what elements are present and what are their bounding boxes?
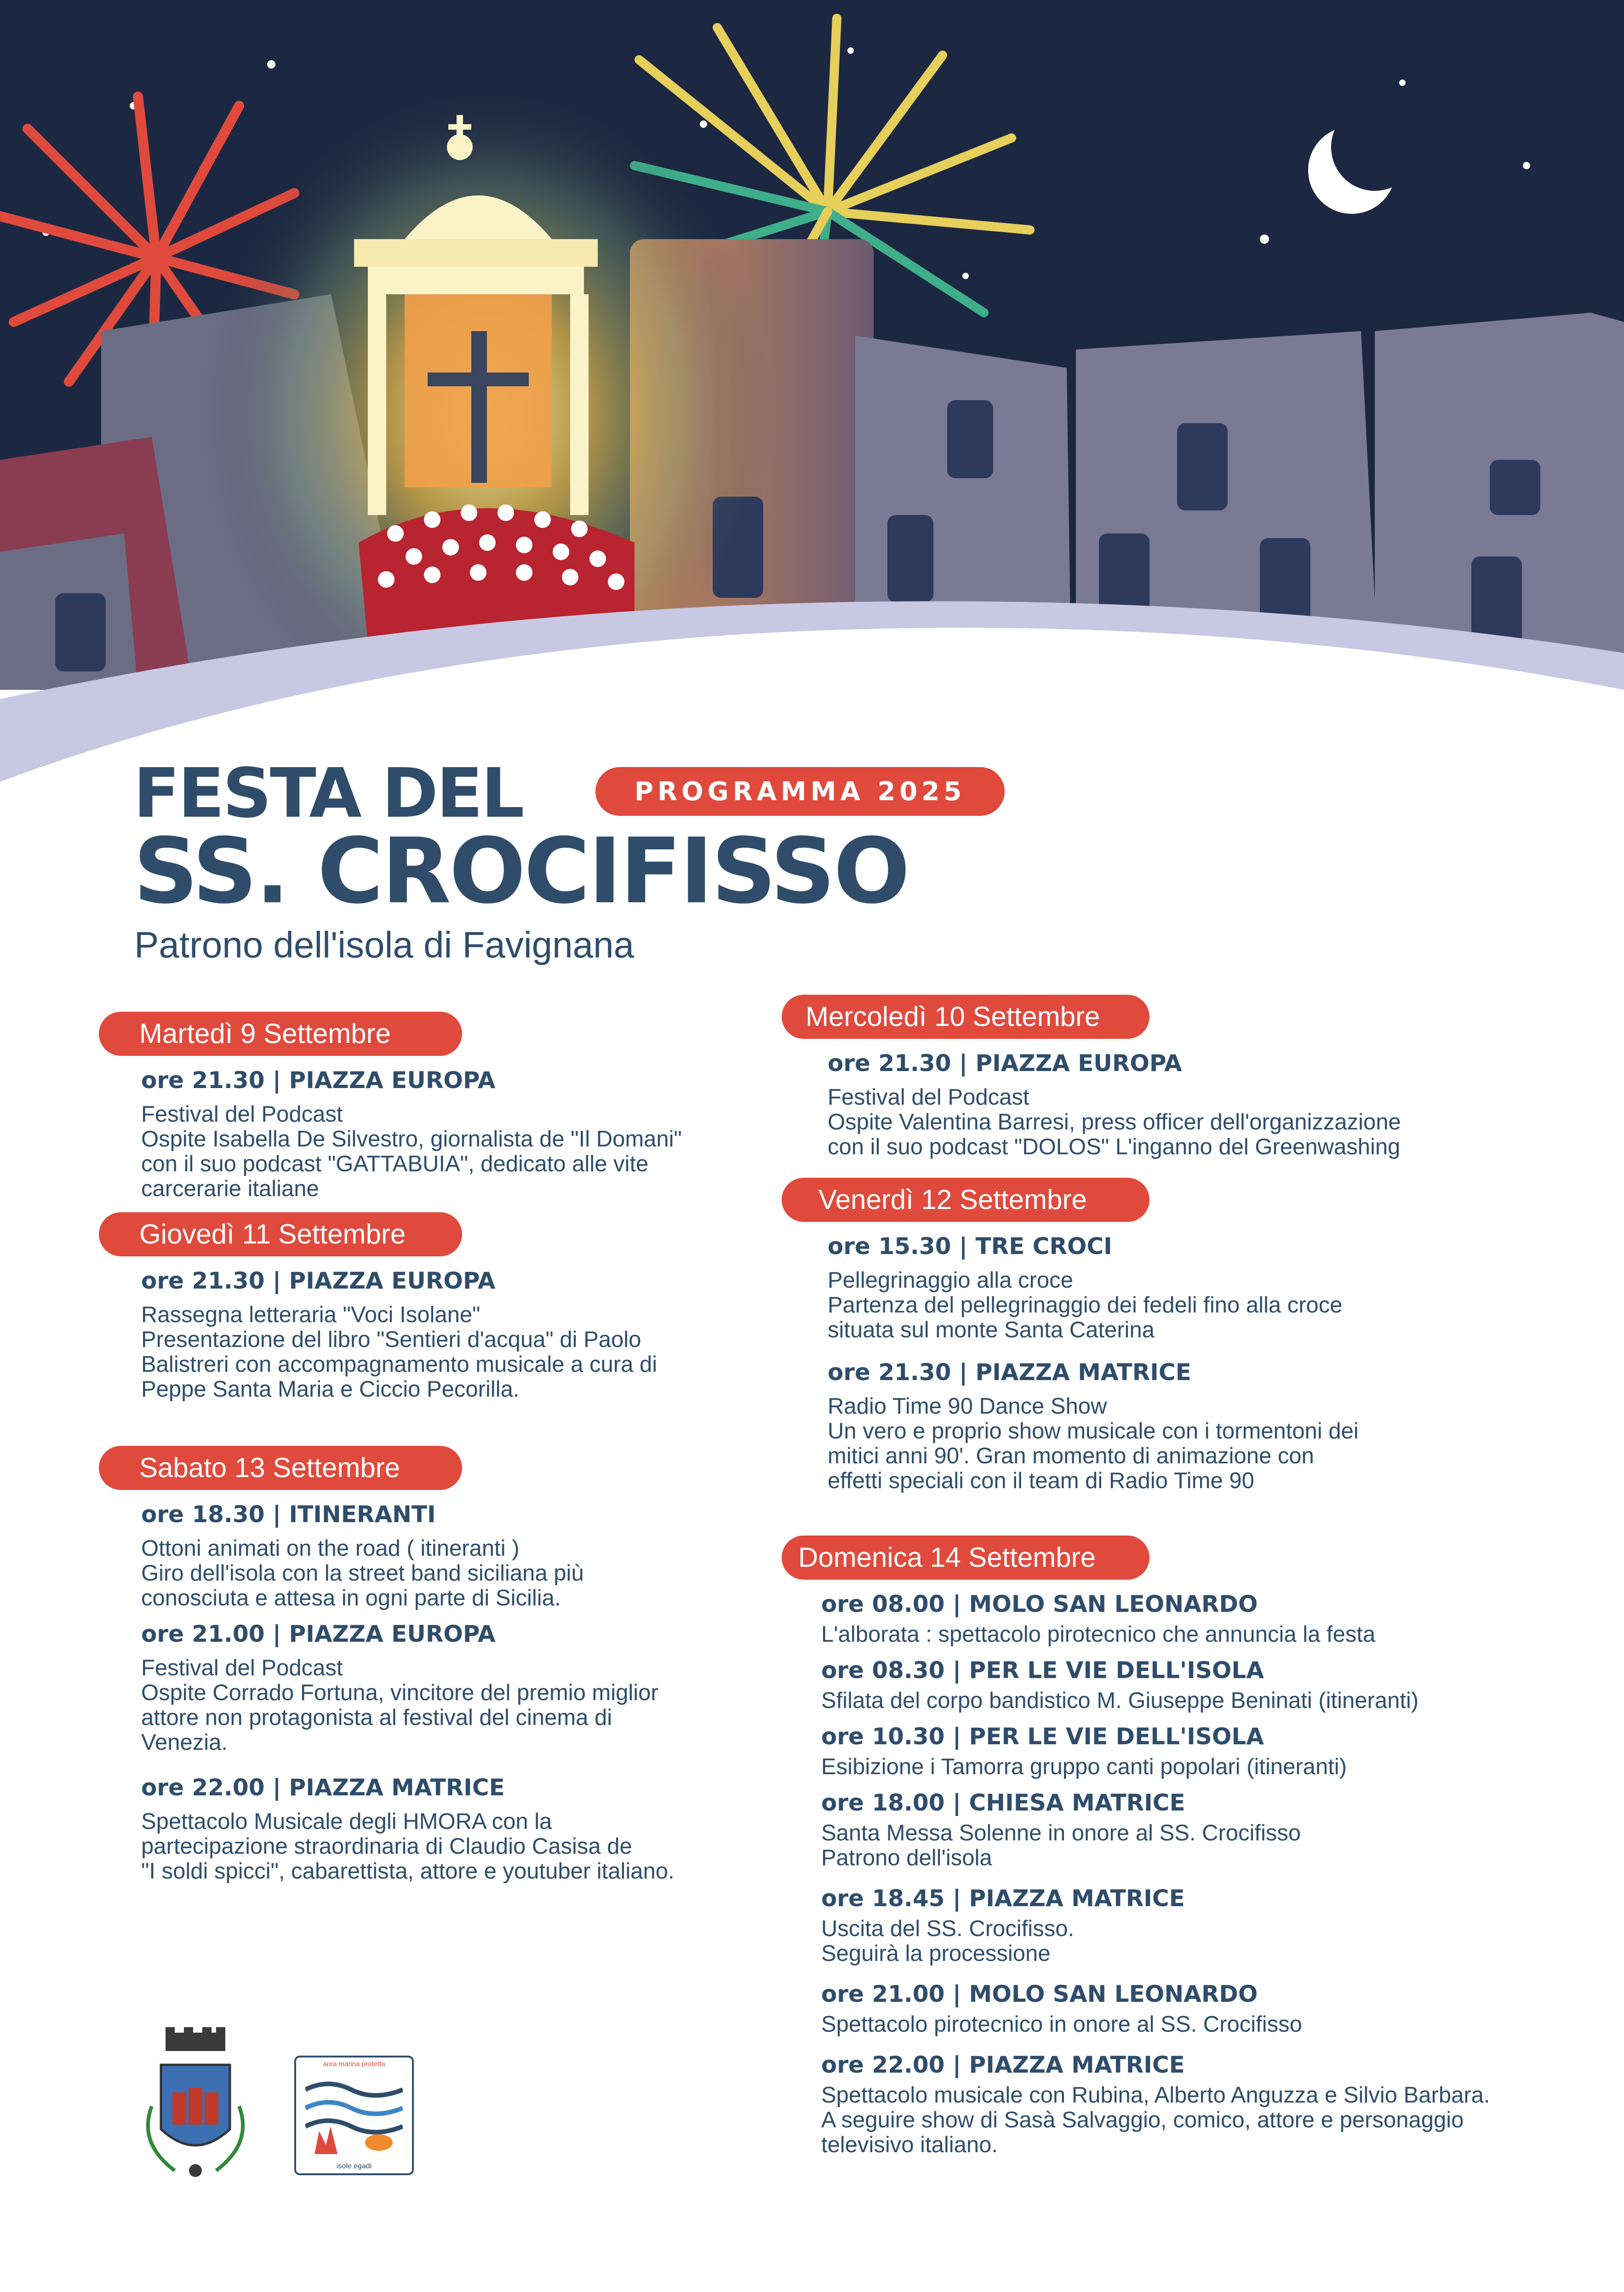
day-block-saturday xyxy=(99,1446,743,1884)
day-header: Domenica 14 Settembre xyxy=(782,1536,1149,1580)
event-description: Pellegrinaggio alla croce Partenza del pellegrinaggio dei fedeli fino alla croce situata sul monte Santa Caterina xyxy=(828,1268,1343,1342)
marine-waves-icon xyxy=(305,2076,403,2154)
day-header: Mercoledì 10 Settembre xyxy=(782,995,1149,1039)
event-description: Spettacolo Musicale degli HMORA con la partecipazione straordinaria di Claudio Casisa de "I soldi spicci", cabarettista, attore e youtuber italiano. xyxy=(141,1809,675,1884)
day-block-tuesday xyxy=(99,1012,743,1201)
event-time-venue: ore 21.30 | PIAZZA EUROPA xyxy=(828,1050,1182,1077)
event-description: Sfilata del corpo bandistico M. Giuseppe Beninati (itineranti) xyxy=(821,1688,1419,1713)
event-description: Spettacolo pirotecnico in onore al SS. Crocifisso xyxy=(821,2012,1302,2037)
event-time-venue: ore 15.30 | TRE CROCI xyxy=(828,1233,1112,1260)
schedule-left-column xyxy=(99,1012,743,1884)
day-header: Venerdì 12 Settembre xyxy=(782,1178,1149,1222)
event-time-venue: ore 22.00 | PIAZZA MATRICE xyxy=(821,2051,1185,2078)
day-block-wednesday xyxy=(782,995,1591,1159)
event-time-venue: ore 18.45 | PIAZZA MATRICE xyxy=(821,1885,1185,1912)
event-description: Ottoni animati on the road ( itineranti ) Giro dell'isola con la street band siciliana più conosciuta e attesa in ogni parte di Sicilia. xyxy=(141,1536,584,1610)
event-time-venue: ore 21.30 | PIAZZA MATRICE xyxy=(828,1359,1191,1386)
event-time-venue: ore 18.00 | CHIESA MATRICE xyxy=(821,1789,1185,1816)
event-description: Festival del Podcast Ospite Corrado Fortuna, vincitore del premio miglior attore non protagonista al festival del cinema di Venezia. xyxy=(141,1656,658,1755)
event-description: L'alborata : spettacolo pirotecnico che annuncia la festa xyxy=(821,1622,1376,1647)
hero-illustration xyxy=(0,0,1624,782)
event-time-venue: ore 21.30 | PIAZZA EUROPA xyxy=(141,1067,496,1094)
day-block-sunday xyxy=(782,1536,1591,2157)
event-time-venue: ore 08.30 | PER LE VIE DELL'ISOLA xyxy=(821,1657,1264,1684)
event-description: Spettacolo musicale con Rubina, Alberto Anguzza e Silvio Barbara. A seguire show di Sasà Salvaggio, comico, attore e personaggio televisivo italiano. xyxy=(821,2083,1490,2157)
event-time-venue: ore 10.30 | PER LE VIE DELL'ISOLA xyxy=(821,1723,1264,1750)
marine-logo-bottom-text: isole egadi xyxy=(336,2162,372,2170)
day-header: Sabato 13 Settembre xyxy=(99,1446,462,1490)
program-badge: PROGRAMMA 2025 xyxy=(595,767,1005,816)
marine-logo-top-text: area marina protetta xyxy=(323,2060,385,2068)
event-description: Rassegna letteraria "Voci Isolane" Presentazione del libro "Sentieri d'acqua" di Paolo Balistreri con accompagnamento musicale a cura di Peppe Santa Maria e Ciccio Pecorilla. xyxy=(141,1302,658,1402)
day-block-friday xyxy=(782,1178,1591,1493)
day-header: Martedì 9 Settembre xyxy=(99,1012,462,1056)
event-description: Santa Messa Solenne in onore al SS. Crocifisso Patrono dell'isola xyxy=(821,1821,1301,1870)
marine-protected-area-logo xyxy=(294,2056,414,2175)
event-time-venue: ore 08.00 | MOLO SAN LEONARDO xyxy=(821,1591,1258,1617)
event-time-venue: ore 21.30 | PIAZZA EUROPA xyxy=(141,1267,496,1294)
event-description: Festival del Podcast Ospite Valentina Barresi, press officer dell'organizzazione con il suo podcast "DOLOS" L'inganno del Greenwashing xyxy=(828,1085,1401,1159)
event-description: Festival del Podcast Ospite Isabella De Silvestro, giornalista de "Il Domani" con il suo podcast "GATTABUIA", dedicato alle vite carcerarie italiane xyxy=(141,1102,682,1201)
event-time-venue: ore 21.00 | PIAZZA EUROPA xyxy=(141,1621,496,1647)
day-header: Giovedì 11 Settembre xyxy=(99,1212,462,1256)
event-time-venue: ore 21.00 | MOLO SAN LEONARDO xyxy=(821,1981,1258,2007)
schedule-right-column xyxy=(782,995,1591,2157)
coat-of-arms-icon xyxy=(133,2023,257,2189)
title-line-1: FESTA DEL xyxy=(133,754,523,833)
event-description: Esibizione i Tamorra gruppo canti popolari (itineranti) xyxy=(821,1754,1347,1779)
subtitle: Patrono dell'isola di Favignana xyxy=(134,924,635,965)
day-block-thursday xyxy=(99,1212,743,1402)
event-time-venue: ore 22.00 | PIAZZA MATRICE xyxy=(141,1774,505,1801)
footer-logos xyxy=(133,2023,428,2189)
event-description: Radio Time 90 Dance Show Un vero e proprio show musicale con i tormentoni dei mitici anni 90'. Gran momento di animazione con effetti speciali con il team di Radio Time 90 xyxy=(828,1394,1359,1493)
event-description: Uscita del SS. Crocifisso. Seguirà la processione xyxy=(821,1916,1075,1966)
title-line-2: SS. CROCIFISSO xyxy=(133,819,909,924)
event-time-venue: ore 18.30 | ITINERANTI xyxy=(141,1501,436,1528)
